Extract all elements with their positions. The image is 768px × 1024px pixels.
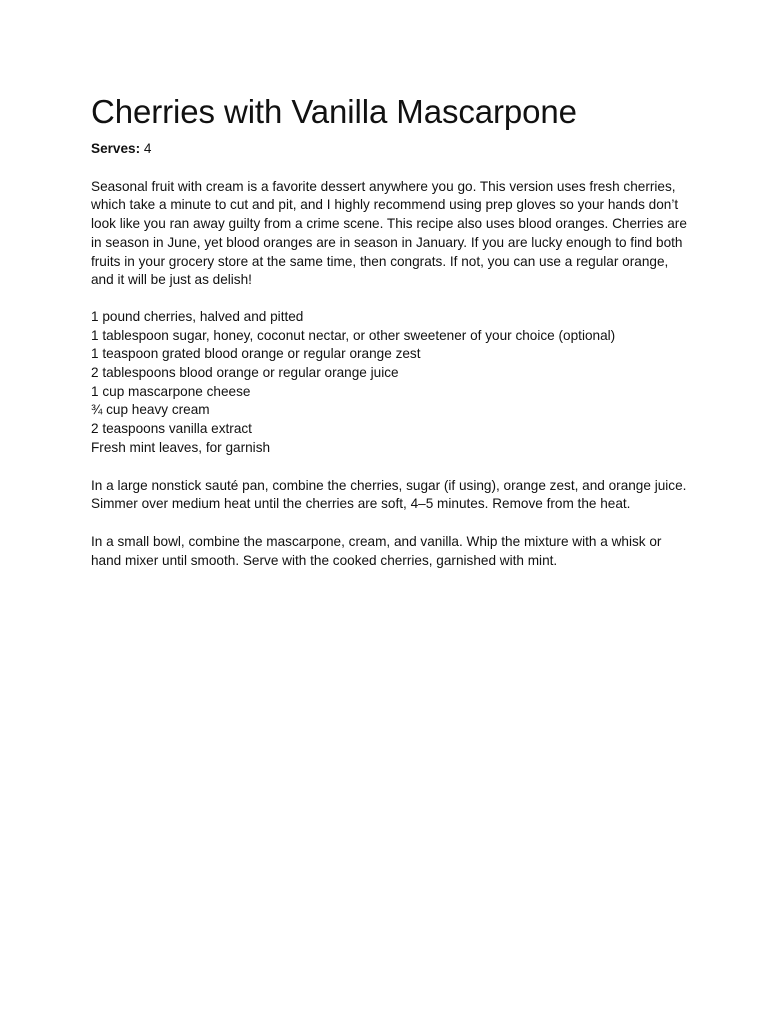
ingredient-item: 1 cup mascarpone cheese bbox=[91, 383, 251, 399]
ingredient-item: 2 teaspoons vanilla extract bbox=[91, 421, 252, 437]
ingredient-item: 1 tablespoon sugar, honey, coconut nectar, or other sweetener of your choice (optional) bbox=[91, 327, 616, 343]
instruction-step-1: In a large nonstick sauté pan, combine the cherries, sugar (if using), orange zest, and orange juice. Simmer over medium heat until the cherries are soft, 4–5 minutes. Remove from the heat. bbox=[91, 477, 687, 512]
recipe-intro: Seasonal fruit with cream is a favorite dessert anywhere you go. This version uses fresh cherries, which take a minute to cut and pit, and I highly recommend using prep gloves so your hands don’t look like you ran away guilty from a crime scene. This recipe also uses blood oranges. Cherries are in season in June, yet blood oranges are in season in January. If you are lucky enough to find both fruits in your grocery store at the same time, then congrats. If not, you can use a regular orange, and it will be just as delish! bbox=[91, 178, 687, 288]
serves-value: 4 bbox=[143, 141, 152, 156]
ingredient-item: 2 tablespoons blood orange or regular orange juice bbox=[91, 365, 399, 381]
serves-label: Serves: bbox=[91, 141, 141, 156]
ingredient-item: ¾ cup heavy cream bbox=[91, 402, 210, 418]
recipe-page bbox=[91, 92, 691, 570]
ingredient-item: Fresh mint leaves, for garnish bbox=[91, 439, 271, 455]
instruction-step-2: In a small bowl, combine the mascarpone, cream, and vanilla. Whip the mixture with a whisk or hand mixer until smooth. Serve with the cooked cherries, garnished with mint. bbox=[91, 533, 662, 568]
ingredient-list bbox=[91, 308, 691, 458]
serves-line bbox=[91, 140, 691, 159]
ingredient-item: 1 pound cherries, halved and pitted bbox=[91, 308, 304, 324]
ingredient-item: 1 teaspoon grated blood orange or regular orange zest bbox=[91, 346, 421, 362]
recipe-title: Cherries with Vanilla Mascarpone bbox=[91, 93, 577, 130]
